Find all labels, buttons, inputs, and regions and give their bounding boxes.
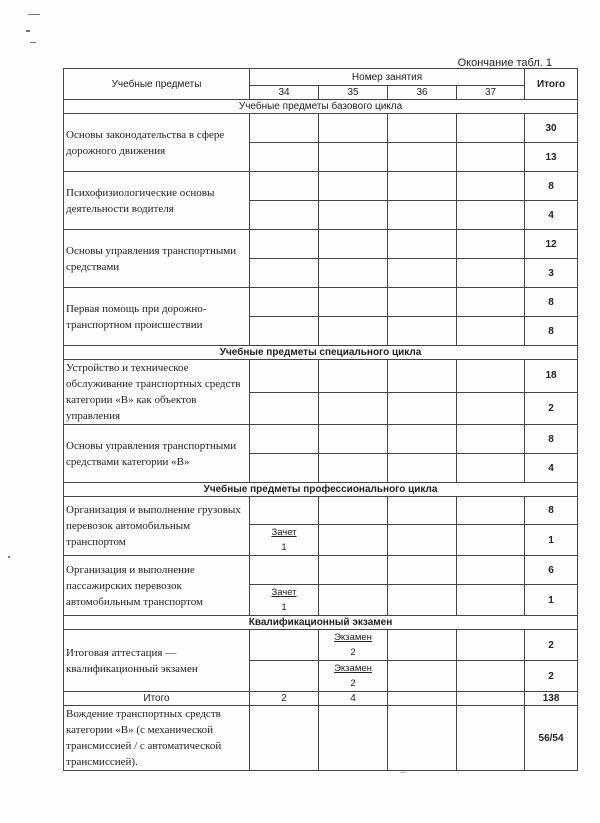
total-cell: 8 [525, 172, 578, 201]
total-cell: 6 [525, 556, 578, 585]
total-cell: 2 [525, 392, 578, 425]
total-cell: 18 [525, 360, 578, 393]
scan-speck [30, 42, 36, 43]
total-cell: 8 [525, 497, 578, 525]
credit-note [250, 525, 319, 556]
header-lesson-34: 34 [250, 86, 319, 100]
note-label: Экзамен [334, 663, 372, 674]
scan-speck [400, 772, 406, 773]
note-label: Зачет [271, 587, 297, 598]
subject-device: Устройство и техническое обслуживание транспортных средств категории «В» как объектов управления [64, 360, 250, 425]
note-number: 1 [281, 602, 287, 613]
header-lesson-35: 35 [319, 86, 388, 100]
total-cell: 8 [525, 317, 578, 346]
note-label: Зачет [271, 527, 297, 538]
subject-psych: Психофизиологические основы деятельности водителя [64, 172, 250, 230]
section-basic: Учебные предметы базового цикла [64, 100, 578, 114]
scan-speck [28, 14, 40, 15]
credit-note [250, 585, 319, 616]
total-cell: 1 [525, 525, 578, 556]
section-special: Учебные предметы специального цикла [64, 346, 578, 360]
total-cell: 12 [525, 230, 578, 259]
total-cell: 2 [525, 630, 578, 661]
subject-driving: Вождение транспортных средств категории «В» (с механической трансмиссией / с автоматической трансмиссией). [64, 706, 250, 771]
header-lesson-36: 36 [388, 86, 457, 100]
scan-speck [26, 30, 30, 32]
itogo-34: 2 [250, 692, 319, 706]
header-lesson-number: Номер занятия [250, 69, 525, 86]
note-number: 2 [350, 678, 356, 689]
section-exam: Квалификационный экзамен [64, 616, 578, 630]
itogo-label: Итого [64, 692, 250, 706]
subject-control-b: Основы управления транспортными средствами категории «В» [64, 425, 250, 483]
note-number: 1 [281, 542, 287, 553]
header-lesson-37: 37 [457, 86, 525, 100]
itogo-35: 4 [319, 692, 388, 706]
total-cell: 30 [525, 114, 578, 143]
driving-total: 56/54 [525, 706, 578, 771]
subject-attest: Итоговая аттестация — квалификационный экзамен [64, 630, 250, 692]
total-cell: 1 [525, 585, 578, 616]
itogo-total: 138 [525, 692, 578, 706]
subject-control: Основы управления транспортными средствами [64, 230, 250, 288]
subject-cargo: Организация и выполнение грузовых перевозок автомобильным транспортом [64, 497, 250, 556]
total-cell: 8 [525, 288, 578, 317]
table-caption: Окончание табл. 1 [457, 57, 552, 69]
note-label: Экзамен [334, 632, 372, 643]
total-cell: 3 [525, 259, 578, 288]
total-cell: 4 [525, 454, 578, 483]
header-subjects: Учебные предметы [64, 69, 250, 100]
total-cell: 4 [525, 201, 578, 230]
note-number: 2 [350, 647, 356, 658]
subject-passenger: Организация и выполнение пассажирских перевозок автомобильным транспортом [64, 556, 250, 616]
subject-firstaid: Первая помощь при дорожно-транспортном происшествии [64, 288, 250, 346]
header-total: Итого [525, 69, 578, 100]
schedule-table [63, 68, 578, 771]
total-cell: 2 [525, 661, 578, 692]
exam-note [319, 661, 388, 692]
subject-law: Основы законодательства в сфере дорожного движения [64, 114, 250, 172]
exam-note [319, 630, 388, 661]
total-cell: 8 [525, 425, 578, 454]
scan-speck [8, 556, 10, 558]
section-professional: Учебные предметы профессионального цикла [64, 483, 578, 497]
total-cell: 13 [525, 143, 578, 172]
